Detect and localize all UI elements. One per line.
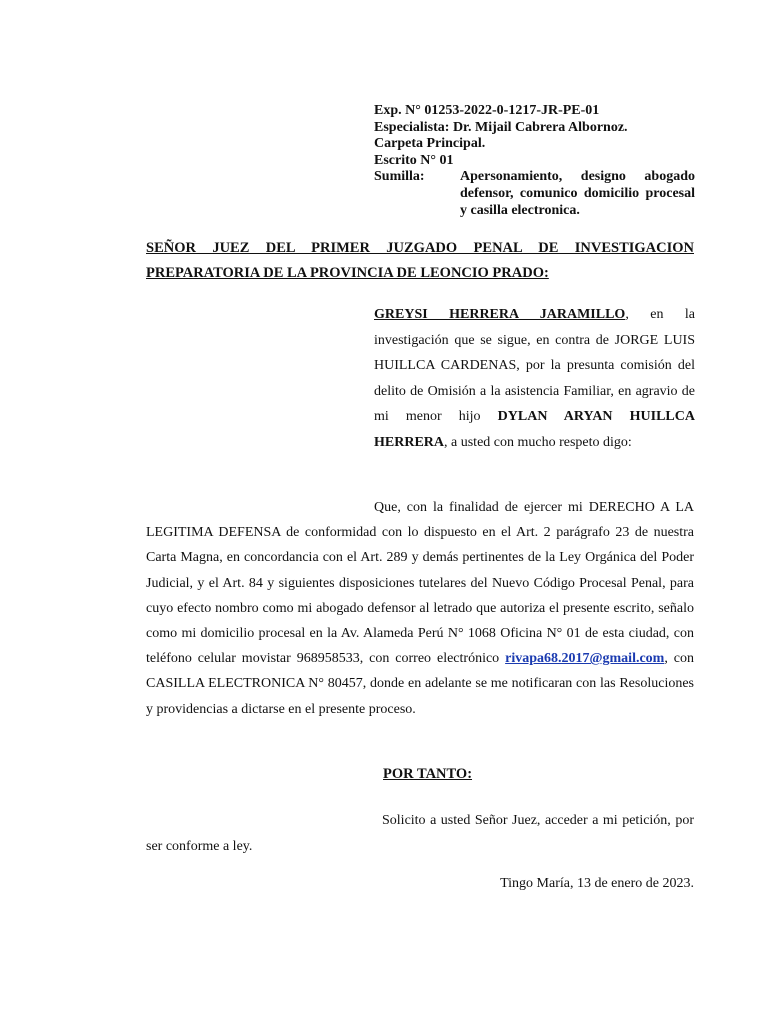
intro-text-1: , en la investigación que se sigue, en contra de JORGE LUIS HUILLCA CARDENAS, por la presunta comisión del delito de Omisión a la asistencia Familiar, en agravio de mi menor hijo bbox=[374, 307, 695, 425]
sumilla-row bbox=[374, 169, 695, 219]
addressee-heading bbox=[146, 236, 694, 286]
body-text-1: Que, con la finalidad de ejercer mi DERECHO A LA LEGITIMA DEFENSA de conformidad con lo dispuesto en el Art. 2 parágrafo 23 de nuestra Carta Magna, en concordancia con el Art. 289 y demás pertinentes de la Ley Orgánica del Poder Judicial, y el Art. 84 y siguientes disposiciones tutelares del Nuevo Código Procesal Penal, para cuyo efecto nombro como mi abogado defensor al letrado que autoriza el presente escrito, señalo como mi domicilio procesal en la Av. Alameda Perú N° 1068 Oficina N° 01 de esta ciudad, con teléfono celular movistar 968958533, con correo electrónico bbox=[146, 500, 694, 667]
request-paragraph bbox=[146, 808, 694, 860]
sumilla-text: Apersonamiento, designo abogado defensor, comunico domicilio procesal y casilla electronica. bbox=[460, 169, 695, 218]
especialista-line: Especialista: Dr. Mijail Cabrera Albornoz. bbox=[374, 119, 628, 135]
expediente-number: Exp. N° 01253-2022-0-1217-JR-PE-01 bbox=[374, 103, 600, 118]
request-text: Solicito a usted Señor Juez, acceder a mi petición, por ser conforme a ley. bbox=[146, 813, 694, 854]
carpeta-line: Carpeta Principal. bbox=[374, 136, 486, 152]
por-tanto-heading: POR TANTO: bbox=[383, 766, 473, 782]
addressee-line-1: SEÑOR JUEZ DEL PRIMER JUZGADO PENAL DE INVESTIGACION bbox=[146, 240, 694, 256]
escrito-number: Escrito N° 01 bbox=[374, 152, 454, 168]
sumilla-label: Sumilla: bbox=[374, 169, 425, 185]
addressee-line-2: PREPARATORIA DE LA PROVINCIA DE LEONCIO PRADO: bbox=[146, 265, 549, 281]
petitioner-name: GREYSI HERRERA JARAMILLO bbox=[374, 307, 626, 322]
child-name: DYLAN ARYAN HUILLCA HERRERA bbox=[374, 409, 695, 450]
body-text-2: , con CASILLA ELECTRONICA N° 80457, donde en adelante se me notificaran con las Resoluciones y providencias a dictarse en el presente proceso. bbox=[146, 651, 694, 717]
intro-text-2: , a usted con mucho respeto digo: bbox=[444, 434, 632, 450]
intro-paragraph bbox=[374, 302, 695, 456]
body-paragraph bbox=[146, 495, 694, 722]
case-header bbox=[374, 103, 695, 219]
email-link[interactable]: rivapa68.2017@gmail.com bbox=[505, 651, 665, 667]
date-line: Tingo María, 13 de enero de 2023. bbox=[500, 876, 694, 891]
